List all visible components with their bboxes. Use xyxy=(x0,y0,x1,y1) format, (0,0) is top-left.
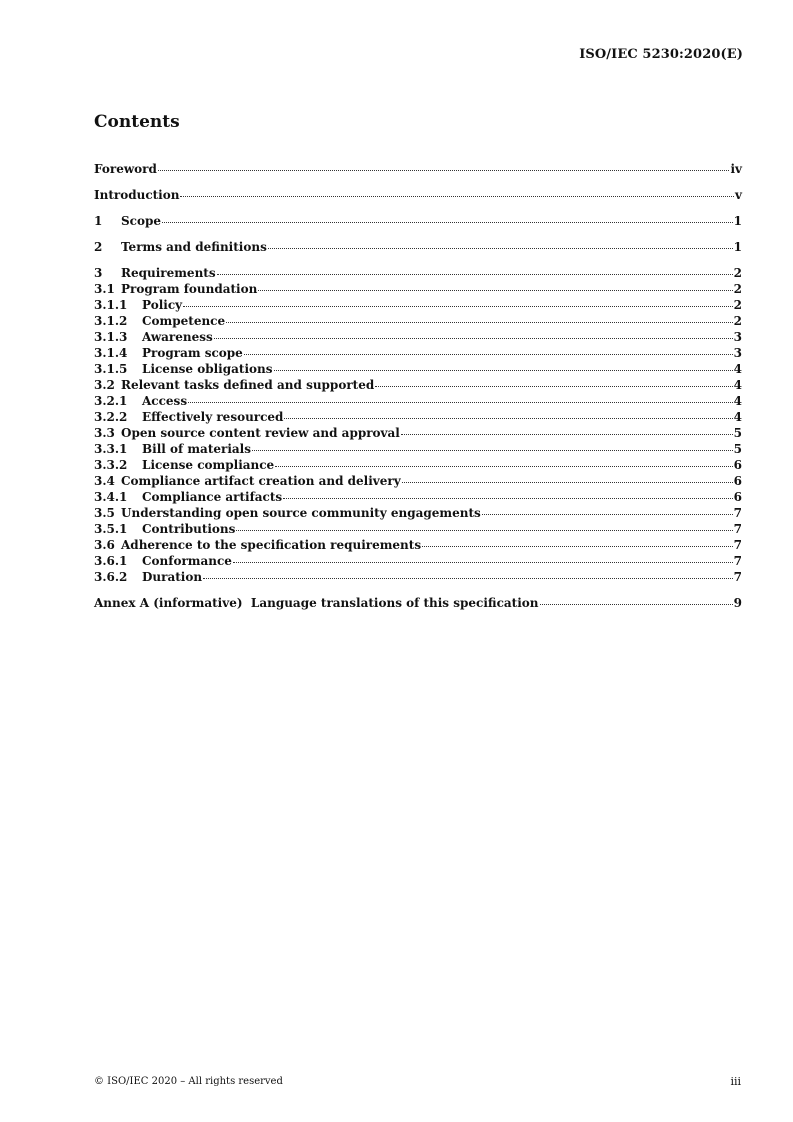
toc-leader-dots xyxy=(540,595,733,605)
page-number: iii xyxy=(730,1075,741,1088)
toc-leader-dots xyxy=(183,297,733,307)
toc-leader-dots xyxy=(284,409,732,419)
toc-leader-dots xyxy=(158,161,730,171)
toc-leader-dots xyxy=(244,345,733,355)
toc-page-number: iv xyxy=(730,162,742,176)
toc-label: Scope xyxy=(121,214,162,228)
toc-page-number: 3 xyxy=(733,346,742,360)
toc-leader-dots xyxy=(402,473,733,483)
toc-number: 3.5.1 xyxy=(94,522,128,536)
toc-number: 3.3.2 xyxy=(94,458,128,472)
toc-number: 3.6.1 xyxy=(94,554,128,568)
toc-leader-dots xyxy=(236,521,732,531)
toc-entry-policy[interactable] xyxy=(94,297,742,313)
toc-number: 3 xyxy=(94,266,103,280)
toc-entry-competence[interactable] xyxy=(94,313,742,329)
toc-page-number: 7 xyxy=(733,554,742,568)
toc-leader-dots xyxy=(180,187,734,197)
toc-page-number: 2 xyxy=(733,314,742,328)
toc-entry-access[interactable] xyxy=(94,393,742,409)
toc-leader-dots xyxy=(482,505,733,515)
toc-leader-dots xyxy=(188,393,733,403)
toc-leader-dots xyxy=(233,553,733,563)
toc-label: Annex A (informative) Language translations of this specification xyxy=(94,596,539,610)
toc-entry-awareness[interactable] xyxy=(94,329,742,345)
toc-page-number: 3 xyxy=(733,330,742,344)
toc-page-number: 1 xyxy=(733,214,742,228)
toc-number: 3.4.1 xyxy=(94,490,128,504)
toc-leader-dots xyxy=(203,569,733,579)
toc-label: Access xyxy=(142,394,188,408)
toc-entry-scope[interactable] xyxy=(94,213,742,229)
toc-label: Requirements xyxy=(121,266,216,280)
toc-entry-introduction[interactable] xyxy=(94,187,742,203)
toc-label: Effectively resourced xyxy=(142,410,284,424)
toc-leader-dots xyxy=(274,361,733,371)
toc-number: 3.2.2 xyxy=(94,410,128,424)
toc-leader-dots xyxy=(401,425,733,435)
toc-number: 2 xyxy=(94,240,103,254)
toc-label: License obligations xyxy=(142,362,273,376)
toc-number: 3.4 xyxy=(94,474,115,488)
toc-page-number: 6 xyxy=(733,474,742,488)
toc-entry-annex-a[interactable] xyxy=(94,595,742,611)
toc-label: Terms and definitions xyxy=(121,240,267,254)
toc-label: Policy xyxy=(142,298,183,312)
toc-label: License compliance xyxy=(142,458,275,472)
toc-number: 3.1.4 xyxy=(94,346,128,360)
toc-page-number: 2 xyxy=(733,298,742,312)
toc-leader-dots xyxy=(162,213,733,223)
toc-number: 3.5 xyxy=(94,506,115,520)
toc-label: Compliance artifacts xyxy=(142,490,283,504)
toc-entry-license-obligations[interactable] xyxy=(94,361,742,377)
toc-label: Competence xyxy=(142,314,226,328)
toc-number: 3.3 xyxy=(94,426,115,440)
standard-reference: ISO/IEC 5230:2020(E) xyxy=(579,47,743,62)
toc-page-number: 7 xyxy=(733,570,742,584)
toc-number: 3.1.5 xyxy=(94,362,128,376)
toc-label: Conformance xyxy=(142,554,232,568)
copyright-notice: © ISO/IEC 2020 – All rights reserved xyxy=(94,1076,283,1087)
toc-entry-license-compliance[interactable] xyxy=(94,457,742,473)
toc-number: 3.1.2 xyxy=(94,314,128,328)
toc-page-number: 5 xyxy=(733,442,742,456)
toc-number: 3.3.1 xyxy=(94,442,128,456)
toc-entry-foreword[interactable] xyxy=(94,161,742,177)
toc-page-number: 7 xyxy=(733,538,742,552)
toc-leader-dots xyxy=(258,281,732,291)
toc-page-number: 6 xyxy=(733,458,742,472)
toc-label: Introduction xyxy=(94,188,180,202)
toc-page-number: 4 xyxy=(733,410,742,424)
toc-entry-program-scope[interactable] xyxy=(94,345,742,361)
toc-page-number: 9 xyxy=(733,596,742,610)
toc-number: 3.6 xyxy=(94,538,115,552)
toc-leader-dots xyxy=(275,457,732,467)
toc-entry-compliance-artifacts[interactable] xyxy=(94,489,742,505)
toc-entry-program-foundation[interactable] xyxy=(94,281,742,297)
toc-entry-duration[interactable] xyxy=(94,569,742,585)
toc-leader-dots xyxy=(217,265,733,275)
toc-leader-dots xyxy=(268,239,733,249)
toc-leader-dots xyxy=(226,313,733,323)
toc-leader-dots xyxy=(214,329,733,339)
toc-page-number: 4 xyxy=(733,378,742,392)
toc-leader-dots xyxy=(283,489,733,499)
toc-page-number: 2 xyxy=(733,266,742,280)
toc-label: Program scope xyxy=(142,346,243,360)
toc-label: Duration xyxy=(142,570,203,584)
toc-entry-content-review[interactable] xyxy=(94,425,742,441)
toc-number: 3.6.2 xyxy=(94,570,128,584)
toc-entry-terms-and-definitions[interactable] xyxy=(94,239,742,255)
toc-label: Contributions xyxy=(142,522,236,536)
toc-page-number: 7 xyxy=(733,506,742,520)
toc-label: Compliance artifact creation and delivery xyxy=(121,474,401,488)
toc-label: Understanding open source community engagements xyxy=(121,506,481,520)
toc-page-number: 5 xyxy=(733,426,742,440)
toc-number: 3.1.3 xyxy=(94,330,128,344)
toc-page-number: 7 xyxy=(733,522,742,536)
toc-number: 3.2 xyxy=(94,378,115,392)
toc-number: 3.1 xyxy=(94,282,115,296)
toc-label: Adherence to the specification requirements xyxy=(121,538,422,552)
table-of-contents xyxy=(94,161,742,611)
toc-label: Bill of materials xyxy=(142,442,251,456)
toc-page-number: 2 xyxy=(733,282,742,296)
toc-entry-contributions[interactable] xyxy=(94,521,742,537)
toc-label: Program foundation xyxy=(121,282,258,296)
toc-label: Awareness xyxy=(142,330,213,344)
toc-entry-adherence[interactable] xyxy=(94,537,742,553)
toc-page-number: 1 xyxy=(733,240,742,254)
toc-entry-conformance[interactable] xyxy=(94,553,742,569)
toc-entry-artifact-creation[interactable] xyxy=(94,473,742,489)
toc-label: Open source content review and approval xyxy=(121,426,400,440)
toc-entry-effectively-resourced[interactable] xyxy=(94,409,742,425)
toc-entry-relevant-tasks[interactable] xyxy=(94,377,742,393)
toc-label: Foreword xyxy=(94,162,157,176)
toc-number: 1 xyxy=(94,214,103,228)
toc-number: 3.1.1 xyxy=(94,298,128,312)
toc-leader-dots xyxy=(422,537,733,547)
toc-page-number: 6 xyxy=(733,490,742,504)
toc-leader-dots xyxy=(375,377,732,387)
toc-page-number: v xyxy=(735,188,742,202)
toc-number: 3.2.1 xyxy=(94,394,128,408)
toc-page-number: 4 xyxy=(733,394,742,408)
toc-entry-community-engagements[interactable] xyxy=(94,505,742,521)
toc-leader-dots xyxy=(252,441,733,451)
toc-label: Relevant tasks defined and supported xyxy=(121,378,375,392)
page-title: Contents xyxy=(94,112,180,132)
toc-entry-bill-of-materials[interactable] xyxy=(94,441,742,457)
toc-page-number: 4 xyxy=(733,362,742,376)
toc-entry-requirements[interactable] xyxy=(94,265,742,281)
